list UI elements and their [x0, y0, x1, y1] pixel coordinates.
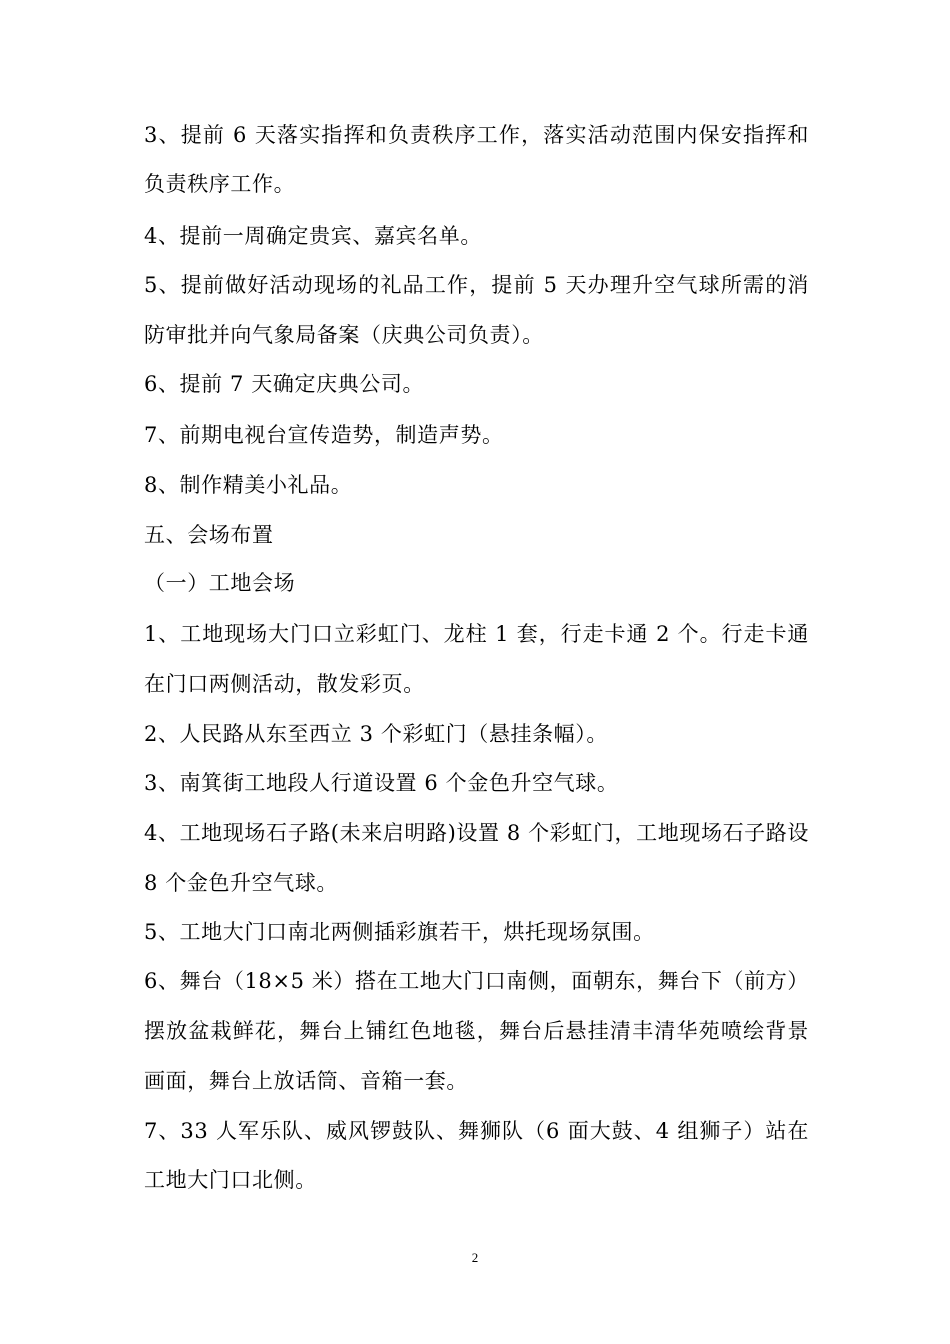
text-line: 摆放盆栽鲜花，舞台上铺红色地毯，舞台后悬挂清丰清华苑喷绘背景	[144, 1019, 809, 1043]
text-line: 画面，舞台上放话筒、音箱一套。	[144, 1069, 468, 1093]
text-line: 6、提前 7 天确定庆典公司。	[144, 372, 425, 396]
text-line: 4、提前一周确定贵宾、嘉宾名单。	[144, 224, 482, 248]
text-line: 4、工地现场石子路(未来启明路)设置 8 个彩虹门，工地现场石子路设	[144, 821, 809, 845]
text-line: 防审批并向气象局备案（庆典公司负责）。	[144, 323, 544, 347]
text-line: 8、制作精美小礼品。	[144, 473, 353, 497]
text-line: 2、人民路从东至西立 3 个彩虹门（悬挂条幅）。	[144, 722, 608, 746]
text-line: 7、前期电视台宣传造势，制造声势。	[144, 423, 504, 447]
text-line: 负责秩序工作。	[144, 172, 296, 196]
text-line: 5、工地大门口南北两侧插彩旗若干，烘托现场氛围。	[144, 920, 655, 944]
text-line: 1、工地现场大门口立彩虹门、龙柱 1 套，行走卡通 2 个。行走卡通	[144, 622, 809, 646]
subsection-heading: （一）工地会场	[144, 571, 296, 595]
text-line: 3、提前 6 天落实指挥和负责秩序工作，落实活动范围内保安指挥和	[144, 123, 809, 147]
text-line: 在门口两侧活动，散发彩页。	[144, 672, 425, 696]
text-line: 3、南箕街工地段人行道设置 6 个金色升空气球。	[144, 771, 619, 795]
text-line: 7、33 人军乐队、威风锣鼓队、舞狮队（6 面大鼓、4 组狮子）站在	[144, 1119, 809, 1143]
text-line: 6、舞台（18×5 米）搭在工地大门口南侧，面朝东，舞台下（前方）	[144, 969, 809, 993]
page-number: 2	[471, 1250, 479, 1265]
text-line: 工地大门口北侧。	[144, 1168, 317, 1192]
section-heading: 五、会场布置	[144, 523, 274, 547]
text-line: 5、提前做好活动现场的礼品工作，提前 5 天办理升空气球所需的消	[144, 273, 809, 297]
text-line: 8 个金色升空气球。	[144, 871, 339, 895]
